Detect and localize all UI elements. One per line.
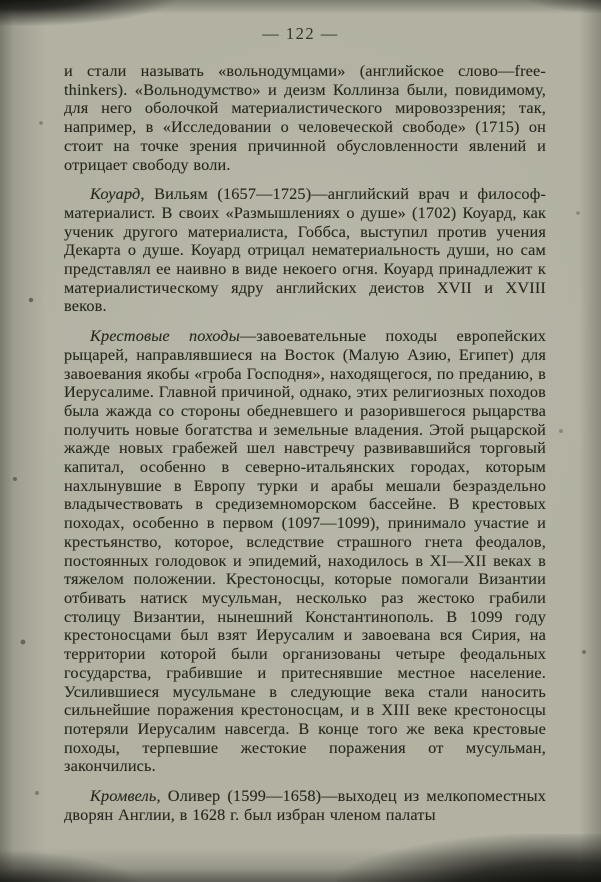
text-block: [64, 62, 546, 824]
scan-corner-shadow-top-left: [0, 0, 176, 26]
scan-noise-specks: [0, 0, 2, 2]
paragraph-text: Оливер (1599—1658)—выходец из мелкопоместных дворян Англии, в 1628 г. был избран членом палаты: [64, 786, 546, 824]
scan-corner-shadow-bottom-left: [0, 850, 148, 882]
dictionary-entry-kromvel: [64, 787, 546, 824]
paragraph-continuation: [64, 62, 546, 174]
scan-corner-shadow-bottom-right: [337, 834, 601, 882]
entry-headword: Коуард,: [90, 184, 145, 204]
paragraph-text: и стали называть «вольнодумцами» (английское слово—free-thinkers). «Вольнодумство» и деизм Коллинза были, повидимому, для него оболочкой материалистического мировоззрения; так, например, в «Исследовании о человеческой свободе» (1715) он стоит на точке зрения причинной обусловленности явлений и отрицает свободу воли.: [64, 61, 546, 174]
entry-headword: Кромвель,: [90, 786, 161, 806]
paragraph-text: Вильям (1657—1725)—английский врач и философ-материалист. В своих «Размышлениях о душе» (1702) Коуард, как ученик другого материалиста, Гоббса, выступил против учения Декарта о душе. Коуард отрицал нематериальность души, но сам представлял ее наивно в виде некоего огня. Коуард принадлежит к материалистическому ядру английских деистов XVII и XVIII веков.: [64, 184, 546, 316]
page-number: — 122 —: [262, 24, 339, 43]
dictionary-entry-kouard: [64, 185, 546, 316]
paragraph-text: —завоевательные походы европейских рыцарей, направлявшиеся на Восток (Малую Азию, Египет) для завоевания якобы «гроба Господня», находящегося, по преданию, в Иерусалиме. Главной причиной, однако, этих религиозных походов была жажда со стороны обедневшего и разорившегося рыцарства получить новые богатства и земельные владения. Этой рыцарской жажде новых грабежей шел навстречу развивавшийся торговый капитал, особенно в северно-итальянских городах, которым нахлынувшие в Европу турки и арабы мешали безраздельно владычествовать в средиземноморском бассейне. В крестовых походах, особенно в первом (1097—1099), принимало участие и крестьянство, которое, вследствие страшного гнета феодалов, постоянных голодовок и эпидемий, находилось в XI—XII веках в тяжелом положении. Крестоносцы, которые помогали Византии отбивать натиск мусульман, несколько раз жестоко грабили столицу Византии, нынешний Константинополь. В 1099 году крестоносцами был взят Иерусалим и завоевана вся Сирия, на территории которой были организованы четыре феодальных государства, грабившие и притеснявшие местное население. Усилившиеся мусульмане в следующие века стали наносить сильнейшие поражения крестоносцам, и в XIII веке крестоносцы потеряли Иерусалим навсегда. В конце того же века крестовые походы, терпевшие жестокие поражения от мусульман, закончились.: [64, 326, 546, 776]
entry-headword: Крестовые походы: [90, 326, 240, 346]
dictionary-entry-krestovye-pokhody: [64, 327, 546, 776]
scan-corner-shadow-top-right: [521, 0, 601, 14]
